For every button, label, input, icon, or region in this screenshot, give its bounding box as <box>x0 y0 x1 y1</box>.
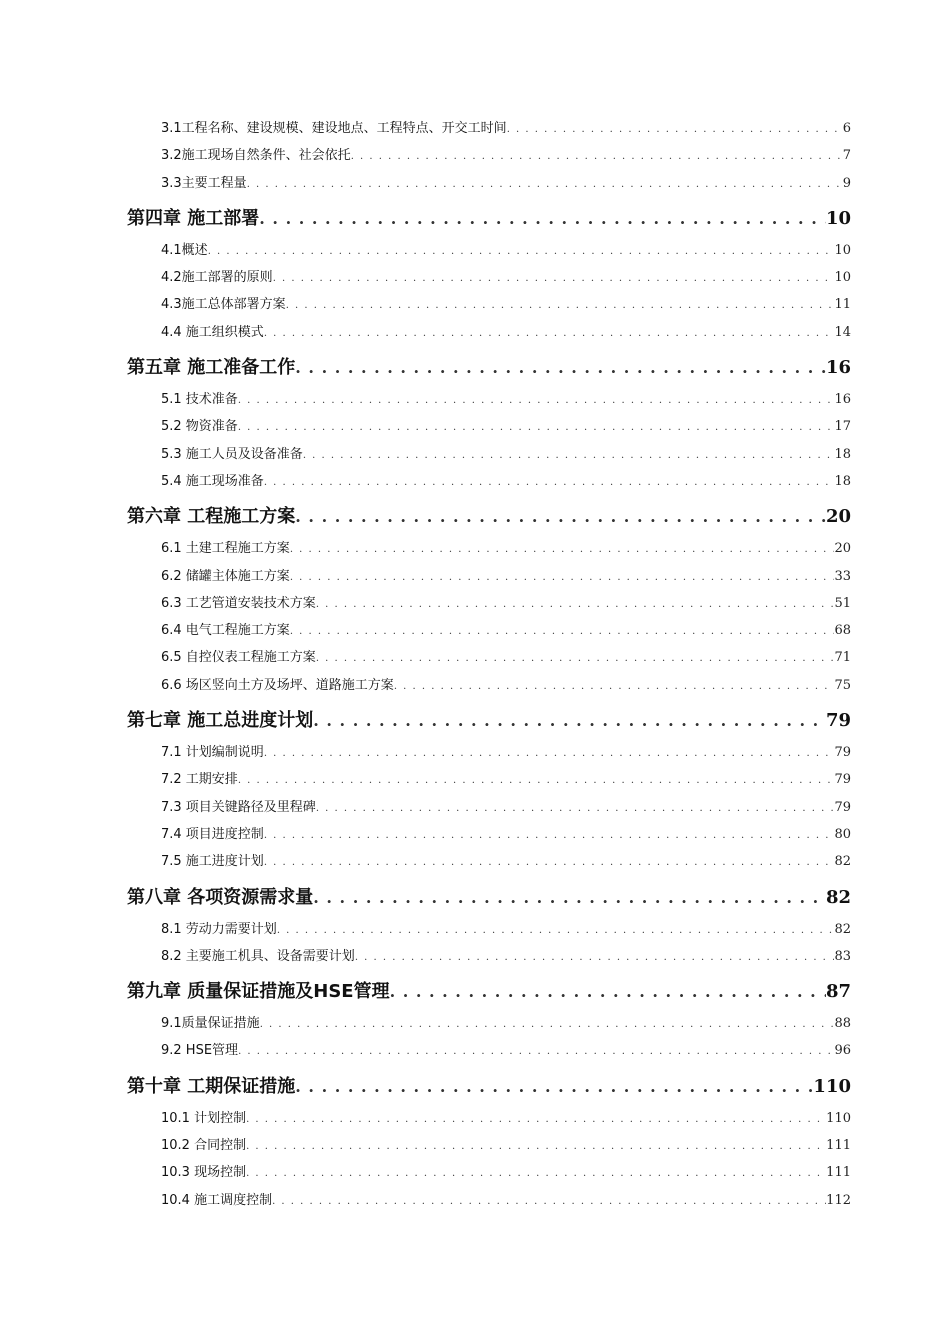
toc-page-number: 7 <box>842 148 851 164</box>
table-of-contents <box>127 115 851 1214</box>
toc-entry-title: 6.1 土建工程施工方案 <box>161 541 290 557</box>
toc-dot-leader <box>295 1069 813 1105</box>
toc-chapter-entry[interactable] <box>127 499 851 535</box>
toc-page-number: 79 <box>834 772 851 788</box>
toc-entry-title: 第九章 质量保证措施及HSE管理 <box>127 981 390 1003</box>
toc-section-entry[interactable] <box>127 264 851 291</box>
toc-dot-leader <box>246 1106 826 1133</box>
toc-section-entry[interactable] <box>127 739 851 766</box>
toc-entry-title: 3.3主要工程量 <box>161 175 247 191</box>
toc-page-number: 33 <box>834 568 851 584</box>
toc-page-number: 96 <box>834 1043 851 1059</box>
toc-entry-title: 5.1 技术准备 <box>161 392 238 408</box>
toc-page-number: 10 <box>834 270 851 286</box>
toc-entry-title: 10.2 合同控制 <box>161 1138 247 1154</box>
toc-entry-title: 第七章 施工总进度计划 <box>127 710 314 732</box>
toc-page-number: 20 <box>834 541 851 557</box>
toc-page-number: 80 <box>834 826 851 842</box>
toc-dot-leader <box>316 795 835 822</box>
toc-page-number: 112 <box>826 1192 851 1208</box>
toc-dot-leader <box>264 740 835 767</box>
toc-dot-leader <box>264 849 835 876</box>
toc-entry-title: 第五章 施工准备工作 <box>127 357 296 379</box>
toc-entry-title: 3.2施工现场自然条件、社会依托 <box>161 148 351 164</box>
toc-page-number: 9 <box>842 175 851 191</box>
toc-section-entry[interactable] <box>127 590 851 617</box>
toc-section-entry[interactable] <box>127 563 851 590</box>
toc-dot-leader <box>246 1160 826 1187</box>
toc-page-number: 82 <box>834 921 851 937</box>
toc-entry-title: 7.1 计划编制说明 <box>161 745 264 761</box>
toc-section-entry[interactable] <box>127 319 851 346</box>
toc-entry-title: 7.5 施工进度计划 <box>161 854 264 870</box>
toc-dot-leader <box>290 536 835 563</box>
toc-section-entry[interactable] <box>127 794 851 821</box>
toc-entry-title: 10.1 计划控制 <box>161 1110 247 1126</box>
toc-dot-leader <box>238 414 835 441</box>
toc-chapter-entry[interactable] <box>127 350 851 386</box>
toc-dot-leader <box>351 143 843 170</box>
toc-chapter-entry[interactable] <box>127 703 851 739</box>
toc-dot-leader <box>238 387 835 414</box>
toc-entry-title: 6.6 场区竖向土方及场坪、道路施工方案 <box>161 677 394 693</box>
toc-page-number: 10 <box>825 207 851 229</box>
toc-page-number: 18 <box>834 473 851 489</box>
toc-entry-title: 8.1 劳动力需要计划 <box>161 921 277 937</box>
toc-section-entry[interactable] <box>127 821 851 848</box>
toc-page-number: 10 <box>834 242 851 258</box>
toc-dot-leader <box>316 591 835 618</box>
toc-entry-title: 5.4 施工现场准备 <box>161 473 264 489</box>
toc-section-entry[interactable] <box>127 142 851 169</box>
toc-entry-title: 6.2 储罐主体施工方案 <box>161 568 290 584</box>
toc-section-entry[interactable] <box>127 848 851 875</box>
toc-page-number: 82 <box>825 886 851 908</box>
toc-entry-title: 4.3施工总体部署方案 <box>161 297 286 313</box>
toc-entry-title: 第四章 施工部署 <box>127 207 260 229</box>
toc-section-entry[interactable] <box>127 1187 851 1214</box>
toc-page-number: 83 <box>834 948 851 964</box>
toc-section-entry[interactable] <box>127 413 851 440</box>
toc-page-number: 6 <box>842 121 851 136</box>
toc-dot-leader <box>247 171 843 198</box>
toc-section-entry[interactable] <box>127 441 851 468</box>
toc-dot-leader <box>290 564 835 591</box>
toc-chapter-entry[interactable] <box>127 880 851 916</box>
toc-page-number: 51 <box>834 595 851 611</box>
toc-chapter-entry[interactable] <box>127 201 851 237</box>
toc-section-entry[interactable] <box>127 916 851 943</box>
toc-section-entry[interactable] <box>127 672 851 699</box>
toc-entry-title: 4.1概述 <box>161 242 208 258</box>
toc-entry-title: 9.1质量保证措施 <box>161 1016 260 1032</box>
toc-section-entry[interactable] <box>127 1132 851 1159</box>
toc-section-entry[interactable] <box>127 1037 851 1064</box>
toc-dot-leader <box>394 673 835 700</box>
toc-page-number: 16 <box>834 392 851 408</box>
toc-entry-title: 10.4 施工调度控制 <box>161 1192 273 1208</box>
toc-entry-title: 7.4 项目进度控制 <box>161 826 264 842</box>
toc-dot-leader <box>390 974 826 1010</box>
toc-section-entry[interactable] <box>127 291 851 318</box>
toc-entry-title: 第十章 工期保证措施 <box>127 1075 296 1097</box>
toc-section-entry[interactable] <box>127 766 851 793</box>
toc-page-number: 71 <box>834 650 851 666</box>
toc-page-number: 11 <box>834 297 851 313</box>
toc-dot-leader <box>246 1133 826 1160</box>
toc-section-entry[interactable] <box>127 617 851 644</box>
toc-page-number: 18 <box>834 446 851 462</box>
toc-page-number: 111 <box>826 1138 851 1154</box>
toc-entry-title: 6.3 工艺管道安装技术方案 <box>161 595 316 611</box>
toc-section-entry[interactable] <box>127 237 851 264</box>
toc-page-number: 79 <box>834 745 851 761</box>
toc-section-entry[interactable] <box>127 1159 851 1186</box>
toc-dot-leader <box>238 767 835 794</box>
toc-entry-title: 9.2 HSE管理 <box>161 1043 239 1059</box>
toc-dot-leader <box>273 265 835 292</box>
toc-page-number: 14 <box>834 324 851 340</box>
toc-page-number: 20 <box>825 506 851 528</box>
toc-dot-leader <box>295 350 826 386</box>
toc-chapter-entry[interactable] <box>127 974 851 1010</box>
toc-dot-leader <box>303 442 835 469</box>
toc-page-number: 16 <box>825 357 851 379</box>
toc-entry-title: 4.2施工部署的原则 <box>161 270 273 286</box>
toc-section-entry[interactable] <box>127 1010 851 1037</box>
toc-entry-title: 8.2 主要施工机具、设备需要计划 <box>161 948 355 964</box>
toc-entry-title: 7.2 工期安排 <box>161 772 238 788</box>
toc-entry-title: 6.5 自控仪表工程施工方案 <box>161 650 316 666</box>
toc-page-number: 110 <box>813 1075 851 1097</box>
toc-dot-leader <box>259 201 826 237</box>
toc-dot-leader <box>272 1188 826 1215</box>
toc-dot-leader <box>316 645 835 672</box>
toc-section-entry[interactable] <box>127 170 851 197</box>
toc-section-entry[interactable] <box>127 1105 851 1132</box>
toc-dot-leader <box>290 618 835 645</box>
toc-section-entry[interactable] <box>127 386 851 413</box>
toc-dot-leader <box>208 238 835 265</box>
toc-page-number: 82 <box>834 854 851 870</box>
toc-dot-leader <box>295 499 826 535</box>
toc-section-entry[interactable] <box>127 943 851 970</box>
toc-entry-title: 第六章 工程施工方案 <box>127 506 296 528</box>
toc-entry-title: 5.2 物资准备 <box>161 419 238 435</box>
toc-page-number: 79 <box>834 799 851 815</box>
toc-section-entry[interactable] <box>127 468 851 495</box>
toc-entry-title: 5.3 施工人员及设备准备 <box>161 446 303 462</box>
toc-page-number: 87 <box>825 981 851 1003</box>
toc-section-entry[interactable] <box>127 644 851 671</box>
toc-section-entry[interactable] <box>127 115 851 142</box>
toc-entry-title: 10.3 现场控制 <box>161 1165 247 1181</box>
toc-dot-leader <box>507 116 843 143</box>
toc-dot-leader <box>264 469 835 496</box>
toc-page-number: 17 <box>834 419 851 435</box>
toc-dot-leader <box>286 292 835 319</box>
toc-dot-leader <box>264 320 835 347</box>
toc-entry-title: 3.1工程名称、建设规模、建设地点、工程特点、开交工时间 <box>161 121 507 136</box>
toc-page-number: 88 <box>834 1016 851 1032</box>
toc-chapter-entry[interactable] <box>127 1069 851 1105</box>
toc-dot-leader <box>355 944 835 971</box>
toc-dot-leader <box>238 1038 834 1065</box>
toc-dot-leader <box>260 1011 835 1038</box>
toc-dot-leader <box>264 822 835 849</box>
toc-dot-leader <box>313 703 826 739</box>
toc-page-number: 68 <box>834 623 851 639</box>
toc-entry-title: 6.4 电气工程施工方案 <box>161 623 290 639</box>
toc-section-entry[interactable] <box>127 535 851 562</box>
toc-entry-title: 4.4 施工组织模式 <box>161 324 264 340</box>
toc-dot-leader <box>313 880 826 916</box>
toc-entry-title: 7.3 项目关键路径及里程碑 <box>161 799 316 815</box>
toc-page-number: 75 <box>834 677 851 693</box>
toc-dot-leader <box>277 917 835 944</box>
toc-entry-title: 第八章 各项资源需求量 <box>127 886 314 908</box>
toc-page-number: 111 <box>826 1165 851 1181</box>
toc-page-number: 79 <box>825 710 851 732</box>
toc-page-number: 110 <box>826 1110 851 1126</box>
